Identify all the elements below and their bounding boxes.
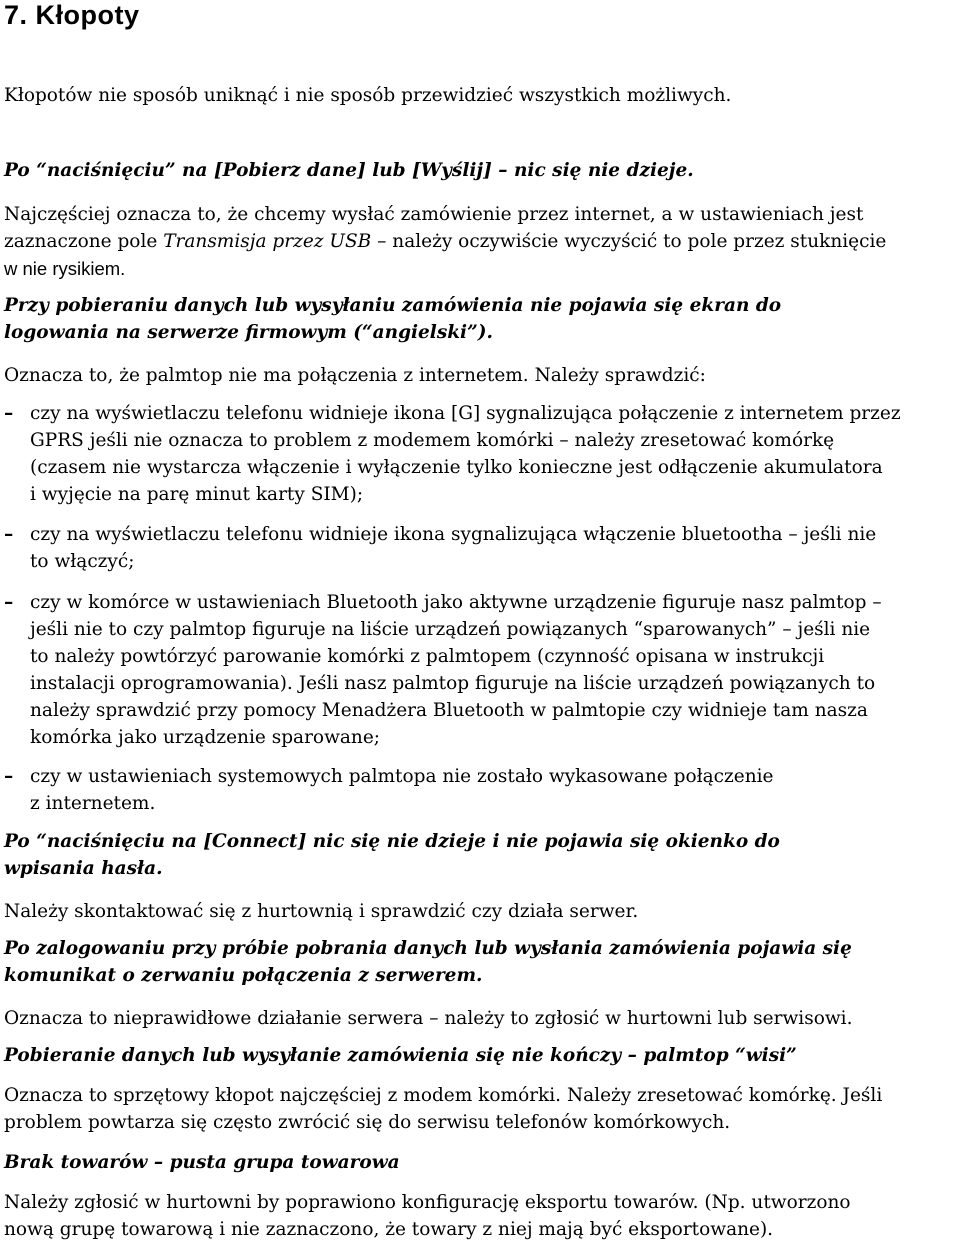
s2-heading-line: logowania na serwerze firmowym (“angielski”).	[4, 322, 493, 343]
list-item-line: komórka jako urządzenie sparowane;	[30, 727, 381, 748]
s5-heading: Pobieranie danych lub wysyłanie zamówienia się nie kończy – palmtop “wisi”	[4, 1045, 797, 1066]
list-item-line: jeśli nie to czy palmtop figuruje na liście urządzeń powiązanych “sparowanych” – jeśli nie	[30, 619, 871, 640]
list-item-text	[30, 400, 958, 508]
list-item-text	[30, 521, 958, 575]
s2-body: Oznacza to, że palmtop nie ma połączenia z internetem. Należy sprawdzić:	[4, 365, 706, 386]
s1-body-text: zaznaczone pole	[4, 231, 164, 252]
list-item-line: czy w ustawieniach systemowych palmtopa nie zostało wykasowane połączenie	[30, 766, 774, 787]
list-item-line: czy na wyświetlaczu telefonu widnieje ikona [G] sygnalizująca połączenie z internetem przez	[30, 403, 901, 424]
s6-body-line: nową grupę towarową i nie zaznaczono, że towary z niej mają być eksportowane).	[4, 1219, 774, 1240]
s5-body-line: problem powtarza się często zwrócić się do serwisu telefonów komórkowych.	[4, 1112, 731, 1133]
list-item-line: z internetem.	[30, 793, 156, 814]
s6-heading: Brak towarów – pusta grupa towarowa	[4, 1152, 400, 1173]
s3-heading-line: Po “naciśnięciu na [Connect] nic się nie dzieje i nie pojawia się okienko do	[4, 831, 780, 852]
s3-body: Należy skontaktować się z hurtownią i sprawdzić czy działa serwer.	[4, 901, 639, 922]
section-title: 7. Kłopoty	[4, 0, 140, 30]
s1-body-line: Najczęściej oznacza to, że chcemy wysłać zamówienie przez internet, a w ustawieniach jest	[4, 204, 864, 225]
s3-heading	[4, 828, 960, 882]
s6-body	[4, 1189, 960, 1243]
list-item-line: i wyjęcie na parę minut karty SIM);	[30, 484, 364, 505]
list-item-text	[30, 763, 958, 817]
list-item-line: to należy powtórzyć parowanie komórki z palmtopem (czynność opisana w instrukcji	[30, 646, 825, 667]
s6-body-line: Należy zgłosić w hurtowni by poprawiono konfigurację eksportu towarów. (Np. utworzono	[4, 1192, 851, 1213]
list-dash: –	[4, 592, 14, 613]
list-dash: –	[4, 766, 14, 787]
s4-heading	[4, 935, 960, 989]
s5-body	[4, 1082, 960, 1136]
s1-heading: Po “naciśnięciu” na [Pobierz dane] lub [Wyślij] – nic się nie dzieje.	[4, 160, 694, 181]
list-item-line: to włączyć;	[30, 551, 135, 572]
s1-body-line: w nie rysikiem.	[4, 258, 126, 279]
list-dash: –	[4, 403, 14, 424]
s4-heading-line: komunikat o zerwaniu połączenia z serwerem.	[4, 965, 483, 986]
s3-heading-line: wpisania hasła.	[4, 858, 163, 879]
s5-body-line: Oznacza to sprzętowy kłopot najczęściej z modem komórki. Należy zresetować komórkę. Jeśli	[4, 1085, 883, 1106]
list-item-line: instalacji oprogramowania). Jeśli nasz palmtop figuruje na liście urządzeń powiązanych to	[30, 673, 876, 694]
list-item-line: czy na wyświetlaczu telefonu widnieje ikona sygnalizująca włączenie bluetootha – jeśli nie	[30, 524, 877, 545]
s4-body: Oznacza to nieprawidłowe działanie serwera – należy to zgłosić w hurtowni lub serwisowi.	[4, 1008, 853, 1029]
s2-heading	[4, 292, 960, 346]
s4-heading-line: Po zalogowaniu przy próbie pobrania danych lub wysłania zamówienia pojawia się	[4, 938, 852, 959]
s1-body-line	[4, 228, 960, 255]
list-item-line: należy sprawdzić przy pomocy Menadżera Bluetooth w palmtopie czy widnieje tam nasza	[30, 700, 868, 721]
s1-body-text: – należy oczywiście wyczyścić to pole przez stuknięcie	[371, 231, 887, 252]
list-item-line: (czasem nie wystarcza włączenie i wyłączenie tylko konieczne jest odłączenie akumulatora	[30, 457, 883, 478]
s2-heading-line: Przy pobieraniu danych lub wysyłaniu zamówienia nie pojawia się ekran do	[4, 295, 782, 316]
s1-body	[4, 201, 960, 282]
list-item-line: czy w komórce w ustawieniach Bluetooth jako aktywne urządzenie figuruje nasz palmtop –	[30, 592, 882, 613]
list-item-text	[30, 589, 958, 751]
option-name: Transmisja przez USB	[163, 231, 372, 252]
list-dash: –	[4, 524, 14, 545]
list-item-line: GPRS jeśli nie oznacza to problem z modemem komórki – należy zresetować komórkę	[30, 430, 835, 451]
intro-paragraph: Kłopotów nie sposób uniknąć i nie sposób przewidzieć wszystkich możliwych.	[4, 85, 732, 106]
